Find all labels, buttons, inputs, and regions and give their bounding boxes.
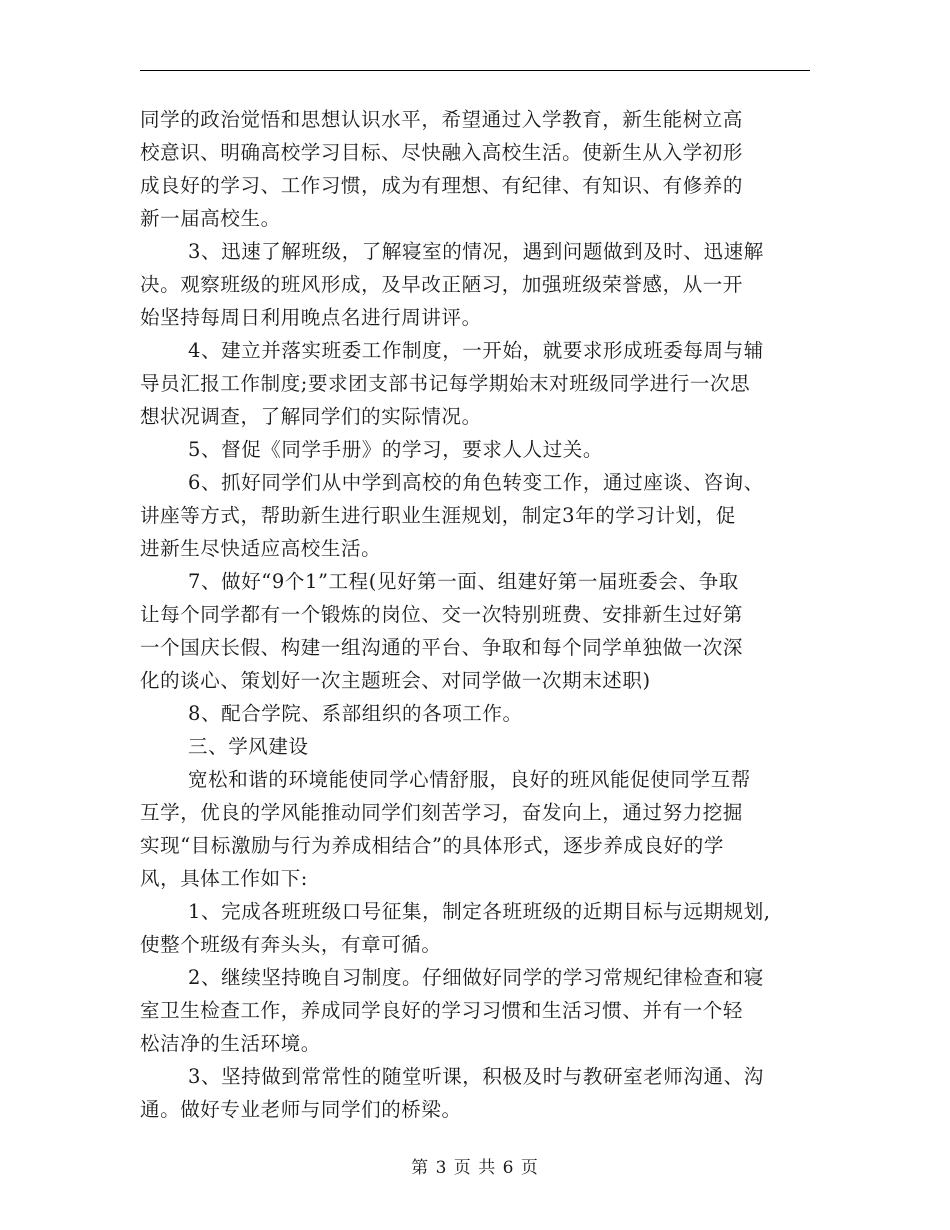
text-line: 使整个班级有奔头头，有章可循。 [140, 933, 442, 956]
text-line: 3、坚持做到常常性的随堂听课，积极及时与教研室老师沟通、沟 [188, 1065, 764, 1088]
text-line: 5、督促《同学手册》的学习，要求人人过关。 [188, 438, 604, 461]
text-line: 风，具体工作如下: [140, 867, 308, 890]
text-line: 7、做好“9个1”工程(见好第一面、组建好第一届班委会、争取 [188, 570, 739, 593]
text-line: 始坚持每周日利用晚点名进行周讲评。 [140, 306, 482, 329]
text-line: 化的谈心、策划好一次主题班会、对同学做一次期末述职) [140, 669, 651, 692]
text-line: 想状况调查，了解同学们的实际情况。 [140, 405, 482, 428]
page-number: 第 3 页 共 6 页 [411, 1158, 539, 1178]
header-rule [140, 70, 810, 71]
text-line: 新一届高校生。 [140, 207, 281, 230]
text-line: 成良好的学习、工作习惯，成为有理想、有纪律、有知识、有修养的 [140, 174, 744, 197]
text-line: 互学，优良的学风能推动同学们刻苦学习，奋发向上，通过努力挖掘 [140, 801, 744, 824]
text-line: 室卫生检查工作，养成同学良好的学习习惯和生活习惯、并有一个轻 [140, 999, 744, 1022]
text-line: 4、建立并落实班委工作制度，一开始，就要求形成班委每周与辅 [188, 339, 764, 362]
text-line: 导员汇报工作制度;要求团支部书记每学期始末对班级同学进行一次思 [140, 372, 751, 395]
text-line: 进新生尽快适应高校生活。 [140, 537, 382, 560]
text-line: 实现“目标激励与行为养成相结合”的具体形式，逐步养成良好的学 [140, 834, 724, 857]
text-line: 校意识、明确高校学习目标、尽快融入高校生活。使新生从入学初形 [140, 141, 744, 164]
document-body [140, 103, 820, 1126]
text-line: 一个国庆长假、构建一组沟通的平台、争取和每个同学单独做一次深 [140, 636, 744, 659]
text-line: 让每个同学都有一个锻炼的岗位、交一次特别班费、安排新生过好第 [140, 603, 744, 626]
text-line: 三、学风建设 [188, 735, 309, 758]
text-line: 3、迅速了解班级，了解寝室的情况，遇到问题做到及时、迅速解 [188, 240, 764, 263]
text-line: 讲座等方式，帮助新生进行职业生涯规划，制定3年的学习计划，促 [140, 504, 736, 527]
text-line: 通。做好专业老师与同学们的桥梁。 [140, 1098, 462, 1121]
text-line: 8、配合学院、系部组织的各项工作。 [188, 702, 523, 725]
text-line: 宽松和谐的环境能使同学心情舒服，良好的班风能促使同学互帮 [188, 768, 751, 791]
text-line: 决。观察班级的班风形成，及早改正陋习，加强班级荣誉感，从一开 [140, 273, 744, 296]
text-line: 6、抓好同学们从中学到高校的角色转变工作，通过座谈、咨询、 [188, 471, 764, 494]
text-line: 2、继续坚持晚自习制度。仔细做好同学的学习常规纪律检查和寝 [188, 966, 764, 989]
text-line: 1、完成各班班级口号征集，制定各班班级的近期目标与远期规划, [188, 900, 771, 923]
text-line: 同学的政治觉悟和思想认识水平，希望通过入学教育，新生能树立高 [140, 108, 744, 131]
text-line: 松洁净的生活环境。 [140, 1032, 321, 1055]
